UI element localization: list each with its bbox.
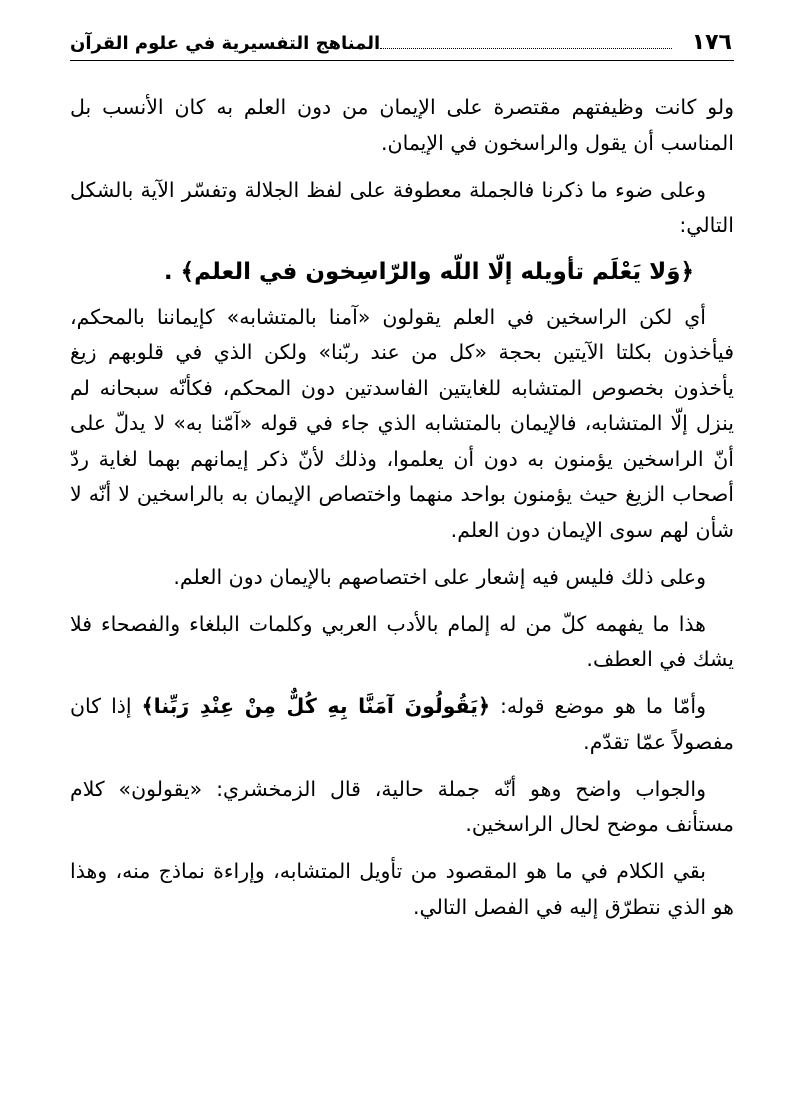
paragraph: وعلى ضوء ما ذكرنا فالجملة معطوفة على لفظ الجلالة وتفسّر الآية بالشكل التالي: <box>70 177 734 237</box>
paragraph-text: إذا كان مفصولاً عمّا تقدّم. <box>70 694 734 754</box>
paragraph: ولو كانت وظيفتهم مقتصرة على الإيمان من دون العلم به كان الأنسب بل المناسب أن يقول والراسخون في الإيمان. <box>70 95 734 155</box>
quran-verse: ﴿وَلا يَعْلَم تأويله إلّا اللّه والرّاسِخون في العلم﴾ . <box>163 259 694 285</box>
page-number: ١٧٦ <box>691 30 732 55</box>
running-book-title: المناهج التفسيرية في علوم القرآن <box>70 33 381 54</box>
paragraph: وعلى ذلك فليس فيه إشعار على اختصاصهم بالإيمان دون العلم. <box>173 564 706 589</box>
paragraph: والجواب واضح وهو أنّه جملة حالية، قال الزمخشري: «يقولون» كلام مستأنف موضح لحال الراسخين. <box>70 776 734 836</box>
page-header <box>70 28 734 61</box>
quran-quote: ﴿يَقُولُونَ آمَنَّا بِهِ كُلٌّ مِنْ عِنْدِ رَبِّنا﴾ <box>141 694 490 718</box>
header-dot-leader <box>380 48 672 49</box>
page-body-text <box>70 90 734 937</box>
paragraph: أي لكن الراسخين في العلم يقولون «آمنا بالمتشابه» كإيماننا بالمحكم، فيأخذون بكلتا الآيتين بحجة «كل من عند ربّنا» ولكن الذي في قلوبهم زيغ يأخذون بخصوص المتشابه للغايتين الفاسدتين دون المحكم، فكأنّه سبحانه لم ينزل إلّا المتشابه، فالإيمان بالمتشابه الذي جاء في قوله «آمّنا به» لا يدلّ على أنّ الراسخين يؤمنون به دون أن يعلموا، وذلك لأنّ ذكر إيمانهم بهما لغاية ردّ أصحاب الزيغ حيث يؤمنون بواحد منهما واختصاص الإيمان به بالراسخين لا أنّه لا شأن لهم سوى الإيمان دون العلم. <box>70 304 734 542</box>
paragraph <box>70 689 734 760</box>
paragraph: هذا ما يفهمه كلّ من له إلمام بالأدب العربي وكلمات البلغاء والفصحاء فلا يشك في العطف. <box>70 611 734 671</box>
paragraph-text: وأمّا ما هو موضع قوله: <box>489 694 706 718</box>
paragraph: بقي الكلام في ما هو المقصود من تأويل المتشابه، وإراءة نماذج منه، وهذا هو الذي نتطرّق إليه في الفصل التالي. <box>70 859 734 919</box>
